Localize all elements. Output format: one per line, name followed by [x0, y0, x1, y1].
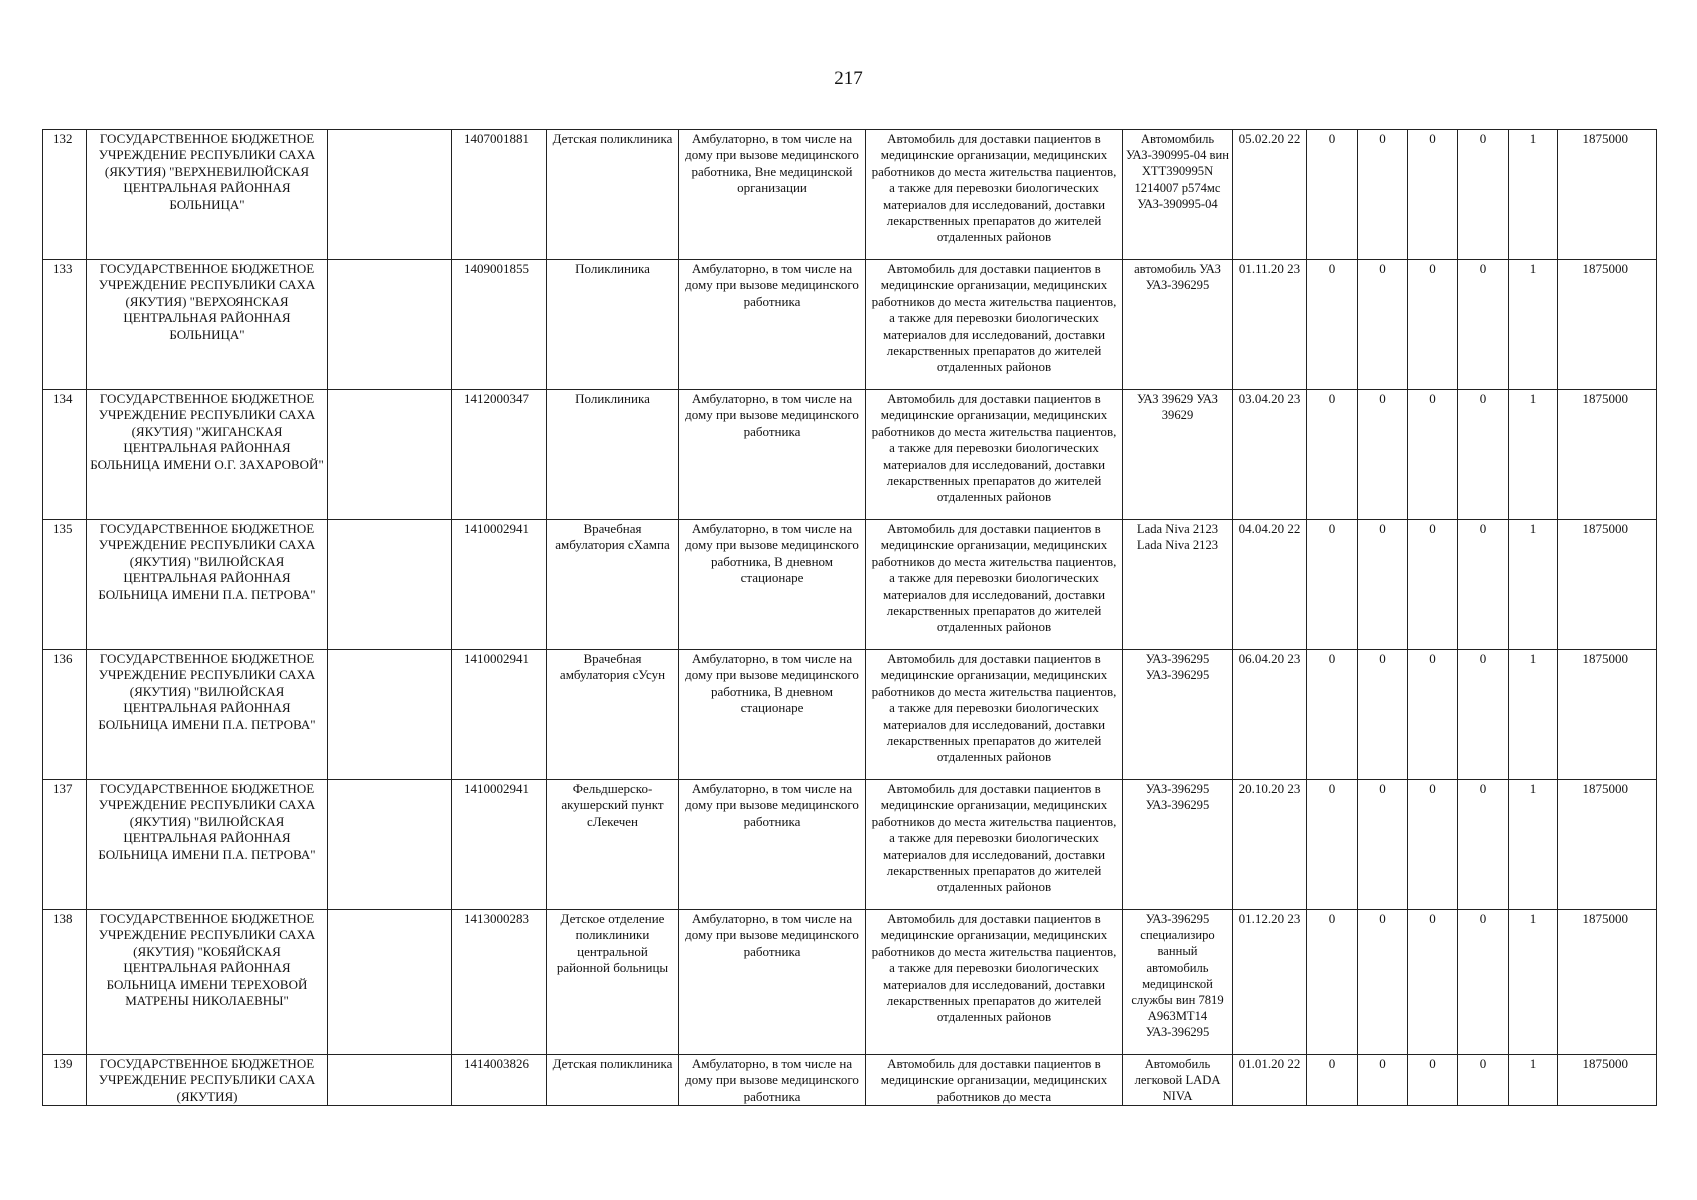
vehicle-model: УАЗ-396295 специализиро ванный автомобиль медицинской службы вин 7819 А963МТ14 УАЗ-396295 — [1123, 910, 1233, 1055]
count-cell: 0 — [1408, 650, 1458, 780]
count-cell: 0 — [1307, 130, 1358, 260]
vehicle-model: Автомобиль легковой LADA NIVA — [1123, 1055, 1233, 1106]
inn-code: 1412000347 — [452, 390, 547, 520]
count-cell: 0 — [1408, 520, 1458, 650]
acquisition-date: 01.11.20 23 — [1233, 260, 1307, 390]
inn-code: 1410002941 — [452, 780, 547, 910]
count-cell: 0 — [1307, 390, 1358, 520]
vehicle-model: УАЗ-396295 УАЗ-396295 — [1123, 780, 1233, 910]
count-cell: 0 — [1458, 520, 1509, 650]
count-cell: 0 — [1307, 1055, 1358, 1106]
table-row — [43, 650, 1657, 780]
count-cell: 1 — [1509, 260, 1558, 390]
care-conditions: Амбулаторно, в том числе на дому при вызове медицинского работника — [679, 1055, 866, 1106]
table-row — [43, 130, 1657, 260]
care-conditions: Амбулаторно, в том числе на дому при вызове медицинского работника — [679, 390, 866, 520]
subdivision-name: Поликлиника — [547, 390, 679, 520]
vehicle-purpose: Автомобиль для доставки пациентов в медицинские организации, медицинских работников до места жительства пациентов, а также для перевозки биологических материалов для исследований, доставки лекарственных препаратов до жителей отдаленных районов — [866, 520, 1123, 650]
count-cell: 0 — [1408, 780, 1458, 910]
subdivision-name: Детское отделение поликлиники центральной районной больницы — [547, 910, 679, 1055]
cost-cell: 1875000 — [1558, 780, 1657, 910]
acquisition-date: 01.01.20 22 — [1233, 1055, 1307, 1106]
table-row — [43, 780, 1657, 910]
inn-code: 1413000283 — [452, 910, 547, 1055]
care-conditions: Амбулаторно, в том числе на дому при вызове медицинского работника, Вне медицинской организации — [679, 130, 866, 260]
count-cell: 0 — [1307, 650, 1358, 780]
acquisition-date: 20.10.20 23 — [1233, 780, 1307, 910]
count-cell: 0 — [1307, 780, 1358, 910]
empty-cell — [328, 1055, 452, 1106]
table-row — [43, 260, 1657, 390]
vehicle-purpose: Автомобиль для доставки пациентов в медицинские организации, медицинских работников до места жительства пациентов, а также для перевозки биологических материалов для исследований, доставки лекарственных препаратов до жителей отдаленных районов — [866, 130, 1123, 260]
inn-code: 1409001855 — [452, 260, 547, 390]
vehicle-model: Автомомбиль УАЗ-390995-04 вин ХТТ390995N 1214007 р574мс УАЗ-390995-04 — [1123, 130, 1233, 260]
count-cell: 1 — [1509, 650, 1558, 780]
empty-cell — [328, 780, 452, 910]
count-cell: 0 — [1458, 130, 1509, 260]
count-cell: 0 — [1458, 390, 1509, 520]
subdivision-name: Детская поликлиника — [547, 130, 679, 260]
subdivision-name: Врачебная амбулатория сУсун — [547, 650, 679, 780]
organization-name: ГОСУДАРСТВЕННОЕ БЮДЖЕТНОЕ УЧРЕЖДЕНИЕ РЕСПУБЛИКИ САХА (ЯКУТИЯ) "ЖИГАНСКАЯ ЦЕНТРАЛЬНАЯ РАЙОННАЯ БОЛЬНИЦА ИМЕНИ О.Г. ЗАХАРОВОЙ" — [87, 390, 328, 520]
acquisition-date: 01.12.20 23 — [1233, 910, 1307, 1055]
acquisition-date: 04.04.20 22 — [1233, 520, 1307, 650]
vehicle-model: Lada Niva 2123 Lada Niva 2123 — [1123, 520, 1233, 650]
count-cell: 0 — [1358, 520, 1408, 650]
cost-cell: 1875000 — [1558, 130, 1657, 260]
count-cell: 0 — [1358, 130, 1408, 260]
subdivision-name: Поликлиника — [547, 260, 679, 390]
count-cell: 0 — [1307, 520, 1358, 650]
empty-cell — [328, 130, 452, 260]
row-number: 134 — [43, 390, 87, 520]
vehicle-model: УАЗ-396295 УАЗ-396295 — [1123, 650, 1233, 780]
vehicle-purpose: Автомобиль для доставки пациентов в медицинские организации, медицинских работников до места жительства пациентов, а также для перевозки биологических материалов для исследований, доставки лекарственных препаратов до жителей отдаленных районов — [866, 910, 1123, 1055]
count-cell: 0 — [1358, 780, 1408, 910]
count-cell: 1 — [1509, 390, 1558, 520]
count-cell: 0 — [1408, 1055, 1458, 1106]
count-cell: 0 — [1458, 780, 1509, 910]
organization-name: ГОСУДАРСТВЕННОЕ БЮДЖЕТНОЕ УЧРЕЖДЕНИЕ РЕСПУБЛИКИ САХА (ЯКУТИЯ) "ВЕРХНЕВИЛЮЙСКАЯ ЦЕНТРАЛЬНАЯ РАЙОННАЯ БОЛЬНИЦА" — [87, 130, 328, 260]
table-row — [43, 1055, 1657, 1106]
care-conditions: Амбулаторно, в том числе на дому при вызове медицинского работника, В дневном стационаре — [679, 520, 866, 650]
organization-name: ГОСУДАРСТВЕННОЕ БЮДЖЕТНОЕ УЧРЕЖДЕНИЕ РЕСПУБЛИКИ САХА (ЯКУТИЯ) "ВИЛЮЙСКАЯ ЦЕНТРАЛЬНАЯ РАЙОННАЯ БОЛЬНИЦА ИМЕНИ П.А. ПЕТРОВА" — [87, 520, 328, 650]
row-number: 139 — [43, 1055, 87, 1106]
empty-cell — [328, 390, 452, 520]
organization-name: ГОСУДАРСТВЕННОЕ БЮДЖЕТНОЕ УЧРЕЖДЕНИЕ РЕСПУБЛИКИ САХА (ЯКУТИЯ) "ВЕРХОЯНСКАЯ ЦЕНТРАЛЬНАЯ РАЙОННАЯ БОЛЬНИЦА" — [87, 260, 328, 390]
cost-cell: 1875000 — [1558, 910, 1657, 1055]
empty-cell — [328, 520, 452, 650]
count-cell: 0 — [1358, 390, 1408, 520]
count-cell: 0 — [1358, 260, 1408, 390]
cost-cell: 1875000 — [1558, 390, 1657, 520]
vehicle-model: УАЗ 39629 УАЗ 39629 — [1123, 390, 1233, 520]
count-cell: 0 — [1358, 1055, 1408, 1106]
care-conditions: Амбулаторно, в том числе на дому при вызове медицинского работника — [679, 260, 866, 390]
page-number: 217 — [834, 68, 863, 89]
vehicle-model: автомобиль УАЗ УАЗ-396295 — [1123, 260, 1233, 390]
vehicle-purpose: Автомобиль для доставки пациентов в медицинские организации, медицинских работников до места жительства пациентов, а также для перевозки биологических материалов для исследований, доставки лекарственных препаратов до жителей отдаленных районов — [866, 650, 1123, 780]
inn-code: 1407001881 — [452, 130, 547, 260]
acquisition-date: 05.02.20 22 — [1233, 130, 1307, 260]
count-cell: 1 — [1509, 130, 1558, 260]
count-cell: 0 — [1358, 650, 1408, 780]
row-number: 133 — [43, 260, 87, 390]
count-cell: 0 — [1408, 130, 1458, 260]
row-number: 138 — [43, 910, 87, 1055]
count-cell: 0 — [1307, 260, 1358, 390]
cost-cell: 1875000 — [1558, 1055, 1657, 1106]
count-cell: 1 — [1509, 520, 1558, 650]
cost-cell: 1875000 — [1558, 650, 1657, 780]
inn-code: 1410002941 — [452, 520, 547, 650]
row-number: 136 — [43, 650, 87, 780]
cost-cell: 1875000 — [1558, 520, 1657, 650]
vehicle-purpose: Автомобиль для доставки пациентов в медицинские организации, медицинских работников до места жительства пациентов, а также для перевозки биологических материалов для исследований, доставки лекарственных препаратов до жителей отдаленных районов — [866, 260, 1123, 390]
organization-name: ГОСУДАРСТВЕННОЕ БЮДЖЕТНОЕ УЧРЕЖДЕНИЕ РЕСПУБЛИКИ САХА (ЯКУТИЯ) "КОБЯЙСКАЯ ЦЕНТРАЛЬНАЯ РАЙОННАЯ БОЛЬНИЦА ИМЕНИ ТЕРЕХОВОЙ МАТРЕНЫ НИКОЛАЕВНЫ" — [87, 910, 328, 1055]
empty-cell — [328, 650, 452, 780]
subdivision-name: Врачебная амбулатория сХампа — [547, 520, 679, 650]
vehicle-purpose: Автомобиль для доставки пациентов в медицинские организации, медицинских работников до места жительства пациентов, а также для перевозки биологических материалов для исследований, доставки лекарственных препаратов до жителей отдаленных районов — [866, 390, 1123, 520]
row-number: 137 — [43, 780, 87, 910]
count-cell: 1 — [1509, 910, 1558, 1055]
count-cell: 0 — [1458, 1055, 1509, 1106]
count-cell: 0 — [1358, 910, 1408, 1055]
acquisition-date: 03.04.20 23 — [1233, 390, 1307, 520]
care-conditions: Амбулаторно, в том числе на дому при вызове медицинского работника, В дневном стационаре — [679, 650, 866, 780]
inn-code: 1410002941 — [452, 650, 547, 780]
count-cell: 1 — [1509, 1055, 1558, 1106]
count-cell: 0 — [1458, 650, 1509, 780]
acquisition-date: 06.04.20 23 — [1233, 650, 1307, 780]
count-cell: 0 — [1458, 260, 1509, 390]
subdivision-name: Фельдшерско-акушерский пункт сЛекечен — [547, 780, 679, 910]
care-conditions: Амбулаторно, в том числе на дому при вызове медицинского работника — [679, 910, 866, 1055]
vehicle-purpose: Автомобиль для доставки пациентов в медицинские организации, медицинских работников до места жительства пациентов, а также для перевозки биологических материалов для исследований, доставки лекарственных препаратов до жителей отдаленных районов — [866, 780, 1123, 910]
vehicle-purpose: Автомобиль для доставки пациентов в медицинские организации, медицинских работников до места — [866, 1055, 1123, 1106]
care-conditions: Амбулаторно, в том числе на дому при вызове медицинского работника — [679, 780, 866, 910]
row-number: 132 — [43, 130, 87, 260]
table-row — [43, 520, 1657, 650]
organization-name: ГОСУДАРСТВЕННОЕ БЮДЖЕТНОЕ УЧРЕЖДЕНИЕ РЕСПУБЛИКИ САХА (ЯКУТИЯ) "ВИЛЮЙСКАЯ ЦЕНТРАЛЬНАЯ РАЙОННАЯ БОЛЬНИЦА ИМЕНИ П.А. ПЕТРОВА" — [87, 780, 328, 910]
count-cell: 0 — [1408, 910, 1458, 1055]
table-row — [43, 390, 1657, 520]
count-cell: 1 — [1509, 780, 1558, 910]
organization-name: ГОСУДАРСТВЕННОЕ БЮДЖЕТНОЕ УЧРЕЖДЕНИЕ РЕСПУБЛИКИ САХА (ЯКУТИЯ) "ВИЛЮЙСКАЯ ЦЕНТРАЛЬНАЯ РАЙОННАЯ БОЛЬНИЦА ИМЕНИ П.А. ПЕТРОВА" — [87, 650, 328, 780]
vehicle-registry-table — [42, 129, 1657, 1106]
cost-cell: 1875000 — [1558, 260, 1657, 390]
subdivision-name: Детская поликлиника — [547, 1055, 679, 1106]
organization-name: ГОСУДАРСТВЕННОЕ БЮДЖЕТНОЕ УЧРЕЖДЕНИЕ РЕСПУБЛИКИ САХА (ЯКУТИЯ) — [87, 1055, 328, 1106]
count-cell: 0 — [1307, 910, 1358, 1055]
empty-cell — [328, 910, 452, 1055]
count-cell: 0 — [1408, 390, 1458, 520]
row-number: 135 — [43, 520, 87, 650]
empty-cell — [328, 260, 452, 390]
inn-code: 1414003826 — [452, 1055, 547, 1106]
count-cell: 0 — [1458, 910, 1509, 1055]
table-row — [43, 910, 1657, 1055]
count-cell: 0 — [1408, 260, 1458, 390]
